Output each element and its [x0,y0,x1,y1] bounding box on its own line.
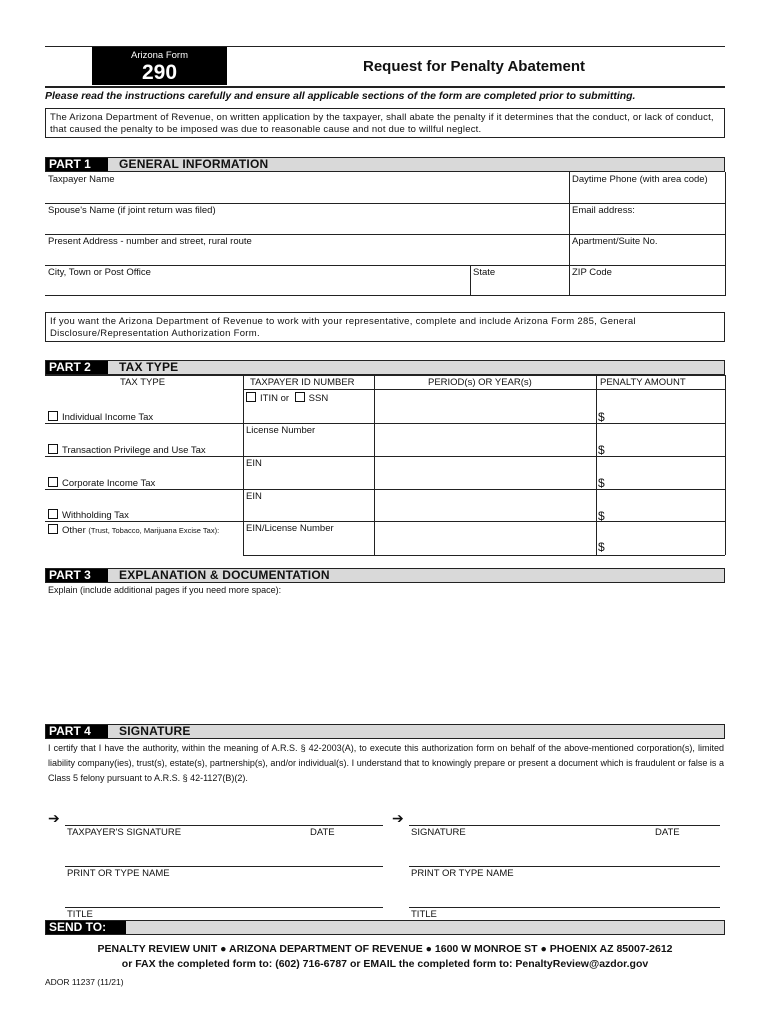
dollar-sign: $ [598,540,605,554]
date-label: DATE [655,827,680,838]
tax-row-corporate [48,477,155,489]
tax-row-individual [48,411,153,423]
send-to-label: SEND TO: [46,921,126,934]
representative-note: If you want the Arizona Department of Revenue to work with your representative, complete and include Arizona Form 285, General Disclosure/Representation Authorization Form. [50,316,636,339]
individual-income-tax-checkbox[interactable] [48,411,58,421]
part2-header [45,360,725,375]
part2-title: TAX TYPE [119,360,179,374]
id-label-ein: EIN [246,458,262,469]
corporate-income-tax-checkbox[interactable] [48,477,58,487]
tax-row-other [48,524,219,536]
explain-label: Explain (include additional pages if you need more space): [48,585,282,595]
send-to-fax-email: or FAX the completed form to: (602) 716-6787 or EMAIL the completed form to: PenaltyReview@azdor.gov [121,958,649,970]
part3-title: EXPLANATION & DOCUMENTATION [119,568,330,582]
state-field[interactable]: State [473,267,496,278]
email-field[interactable]: Email address: [572,205,635,216]
spouse-name-field[interactable]: Spouse's Name (if joint return was filed) [48,205,216,216]
other-tax-checkbox[interactable] [48,524,58,534]
col-penalty: PENALTY AMOUNT [600,377,686,388]
intro-text: The Arizona Department of Revenue, on written application by the taxpayer, shall abate the penalty if it determines that the conduct, or lack of conduct, that caused the penalty to be imposed was due to reasonable cause and not due to willful neglect. [50,112,714,135]
arrow-icon: ➔ [392,810,404,826]
representative-note-box [45,312,725,342]
id-label-ein-license: EIN/License Number [246,523,334,534]
dollar-sign: $ [598,476,605,490]
title-label: TITLE [67,909,93,920]
print-name-label: PRINT OR TYPE NAME [67,868,170,879]
tax-row-label: Corporate Income Tax [62,478,156,489]
title-line[interactable] [65,907,383,908]
title-line[interactable] [409,907,720,908]
part1-number: PART 1 [46,158,108,171]
itin-ssn-choice [246,392,328,404]
certify-text: I certify that I have the authority, within the meaning of A.R.S. § 42-2003(A), to execute this authorization form on behalf of the above-mentioned corporation(s), limited liability company(ies), trust(s), estate(s), partnership(s), and/or individual(s). I understand that to knowingly prepare or present a document which is fraudulent or false is a Class 5 felony pursuant to A.R.S. § 42-1127(B)(2). [48,743,724,783]
print-name-label: PRINT OR TYPE NAME [411,868,514,879]
taxpayer-signature-line[interactable] [65,825,383,826]
id-label-ein: EIN [246,491,262,502]
signature-label: SIGNATURE [411,827,466,838]
dollar-sign: $ [598,509,605,523]
date-label: DATE [310,827,335,838]
id-label-license: License Number [246,425,316,436]
arrow-icon: ➔ [48,810,60,826]
zip-field[interactable]: ZIP Code [572,267,612,278]
withholding-tax-checkbox[interactable] [48,509,58,519]
itin-checkbox[interactable] [246,392,256,402]
part4-number: PART 4 [46,725,108,738]
present-address-field[interactable]: Present Address - number and street, rural route [48,236,252,247]
ssn-label: SSN [308,393,329,404]
tax-row-label: Individual Income Tax [62,412,154,423]
part2-number: PART 2 [46,361,108,374]
daytime-phone-field[interactable]: Daytime Phone (with area code) [572,174,708,185]
title-label: TITLE [411,909,437,920]
part1-header [45,157,725,172]
instructions-note: Please read the instructions carefully and ensure all applicable sections of the form are completed prior to submitting. [45,90,636,102]
print-name-line[interactable] [65,866,383,867]
taxpayer-name-field[interactable]: Taxpayer Name [48,174,115,185]
explanation-area[interactable] [45,598,725,718]
tax-row-label: Other [62,525,86,536]
col-tax-type: TAX TYPE [120,377,166,388]
tax-row-label: Transaction Privilege and Use Tax [62,445,206,456]
tax-row-label: Withholding Tax [62,510,129,521]
form-label: Arizona Form [130,50,188,61]
form-code: ADOR 11237 (11/21) [45,977,124,987]
ssn-checkbox[interactable] [295,392,305,402]
apt-suite-field[interactable]: Apartment/Suite No. [572,236,658,247]
part1-title: GENERAL INFORMATION [119,157,269,171]
send-to-address: PENALTY REVIEW UNIT ● ARIZONA DEPARTMENT OF REVENUE ● 1600 W MONROE ST ● PHOENIX AZ 85007-2612 [97,943,673,955]
col-taxpayer-id: TAXPAYER ID NUMBER [250,377,355,388]
dollar-sign: $ [598,410,605,424]
part3-header [45,568,725,583]
print-name-line[interactable] [409,866,720,867]
itin-label: ITIN or [260,393,290,404]
part3-number: PART 3 [46,569,108,582]
signature-line[interactable] [409,825,720,826]
part4-header [45,724,725,739]
form-number: 290 [141,61,178,84]
part4-title: SIGNATURE [119,724,191,738]
col-period: PERIOD(s) OR YEAR(s) [428,377,532,388]
form-title: Request for Penalty Abatement [363,58,585,75]
form-number-block [92,47,227,85]
tax-row-tpt [48,444,206,456]
city-field[interactable]: City, Town or Post Office [48,267,151,278]
transaction-privilege-tax-checkbox[interactable] [48,444,58,454]
taxpayer-signature-label: TAXPAYER'S SIGNATURE [67,827,182,838]
dollar-sign: $ [598,443,605,457]
tax-row-withholding [48,509,129,521]
send-to-header [45,920,725,935]
intro-box [45,108,725,138]
tax-row-label-extra: (Trust, Tobacco, Marijuana Excise Tax): [88,526,220,535]
